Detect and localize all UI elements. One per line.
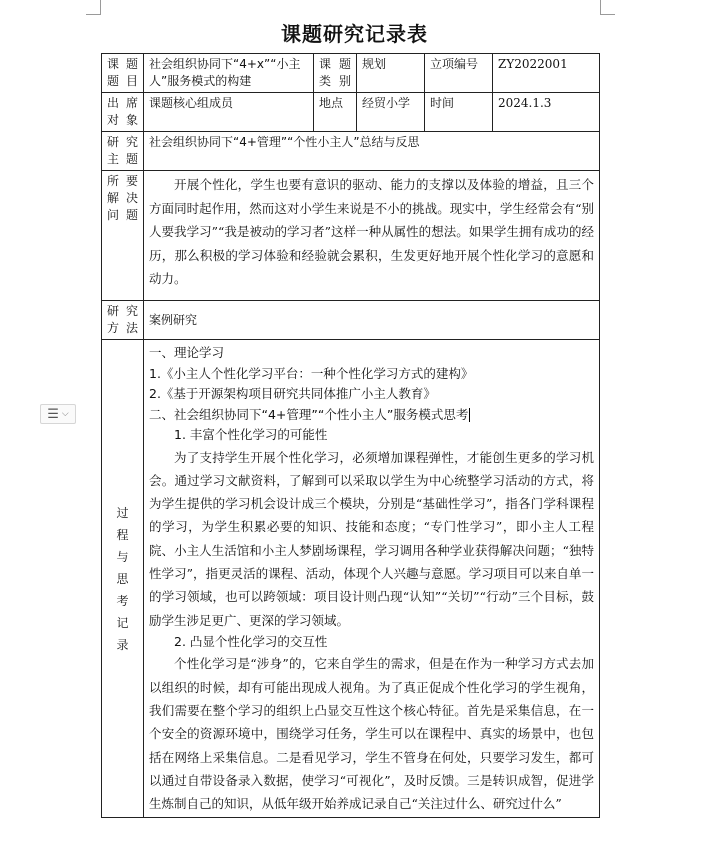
outline-toggle-button[interactable] xyxy=(40,404,76,424)
process-label xyxy=(102,340,144,818)
time-value[interactable]: 2024.1.3 xyxy=(493,93,600,132)
attendees-value[interactable]: 课题核心组成员 xyxy=(144,93,314,132)
process-label-char: 过 xyxy=(116,505,129,520)
crop-mark-top-left xyxy=(86,0,101,15)
process-cell[interactable] xyxy=(144,340,600,818)
project-no-label: 立项编号 xyxy=(425,54,493,93)
crop-mark-top-right xyxy=(600,0,615,15)
attendees-label: 出席对象 xyxy=(102,93,144,132)
location-label: 地点 xyxy=(314,93,357,132)
row-theme xyxy=(102,132,600,171)
category-label: 课题类别 xyxy=(314,54,357,93)
method-value[interactable]: 案例研究 xyxy=(144,301,600,340)
paragraph-1: 为了支持学生开展个性化学习，必须增加课程弹性，才能创生更多的学习机会。通过学习文献资料，了解到可以采取以学生为中心统整学习活动的方式，将为学生提供的学习机会设计成三个模块，分别是“基础性学习”，指各门学科课程的学习，为学生积累必要的知识、技能和态度；“专门性学习”，即小主人工程院、小主人生活馆和小主人梦剧场课程，学习调用各种学业获得解决问题；“独特性学习”，指更灵活的课程、活动，体现个人兴趣与意愿。学习项目可以来自单一的学习领域，也可以跨领域：项目设计则凸现“认知”“关切”“行动”三个目标，鼓励学生涉足更广、更深的学习领域。 xyxy=(149,449,595,628)
subheading-1: 1. 丰富个性化学习的可能性 xyxy=(174,427,328,442)
project-no-value[interactable]: ZY2022001 xyxy=(493,54,600,93)
category-value[interactable]: 规划 xyxy=(357,54,425,93)
row-topic xyxy=(102,54,600,93)
process-label-char: 思 xyxy=(116,571,129,586)
row-attendees xyxy=(102,93,600,132)
reading-item-2: 2.《基于开源架构项目研究共同体推广小主人教育》 xyxy=(149,386,436,401)
theme-value[interactable]: 社会组织协同下“4+管理”“个性小主人”总结与反思 xyxy=(144,132,600,171)
paragraph-2: 个性化学习是“涉身”的，它来自学生的需求，但是在作为一种学习方式去加以组织的时候，却有可能出现成人视角。为了真正促成个性化学习的学生视角，我们需要在整个学习的组织上凸显交互性这个核心特征。首先是采集信息，在一个安全的资源环境中，围绕学习任务，学生可以在课程中、真实的场景中，也包括在网络上采集信息。二是看见学习，学生不管身在何处，只要学习发生，都可以通过自带设备录入数据，使学习“可视化”，及时反馈。三是转识成智，促进学生炼制自己的知识，从低年级开始养成记录自己“关注过什么、研究过什么” xyxy=(149,656,594,812)
reading-item-1: 1.《小主人个性化学习平台：一种个性化学习方式的建构》 xyxy=(149,365,474,381)
process-label-char: 与 xyxy=(116,549,129,564)
chevron-down-icon: ⌵ xyxy=(61,408,69,419)
topic-value[interactable]: 社会组织协同下“4+x”“小主人”服务模式的构建 xyxy=(144,54,314,93)
problem-label: 所要解决问题 xyxy=(102,171,144,301)
method-label: 研究方法 xyxy=(102,301,144,340)
subheading-2: 2. 凸显个性化学习的交互性 xyxy=(174,633,328,649)
process-label-char: 记 xyxy=(116,615,129,630)
record-table xyxy=(101,53,600,818)
problem-text: 开展个性化，学生也要有意识的驱动、能力的支撑以及体验的增益，且三个方面同时起作用，然而这对小学生来说是不小的挑战。现实中，学生经常会有“别人要我学习”“我是被动的学习者”这样一种从属性的想法。如果学生拥有成功的经历，那么积极的学习体验和经验就会累积，生发更好地开展个性化学习的意愿和动力。 xyxy=(149,177,594,286)
process-label-char: 程 xyxy=(116,527,129,542)
problem-cell[interactable] xyxy=(144,171,600,301)
document-title: 课题研究记录表 xyxy=(281,22,428,46)
row-method xyxy=(102,301,600,340)
text-cursor xyxy=(469,408,470,422)
outline-icon: ☰ xyxy=(47,406,59,422)
process-label-char: 录 xyxy=(116,637,129,652)
process-label-char: 考 xyxy=(116,593,129,608)
topic-label: 课题题目 xyxy=(102,54,144,93)
row-process xyxy=(102,340,600,818)
time-label: 时间 xyxy=(425,93,493,132)
section-heading-reflection: 二、社会组织协同下“4+管理”“个性小主人”服务模式思考 xyxy=(149,406,469,422)
location-value[interactable]: 经贸小学 xyxy=(357,93,425,132)
row-problem xyxy=(102,171,600,301)
section-heading-theory: 一、理论学习 xyxy=(149,345,225,360)
theme-label: 研究主题 xyxy=(102,132,144,171)
